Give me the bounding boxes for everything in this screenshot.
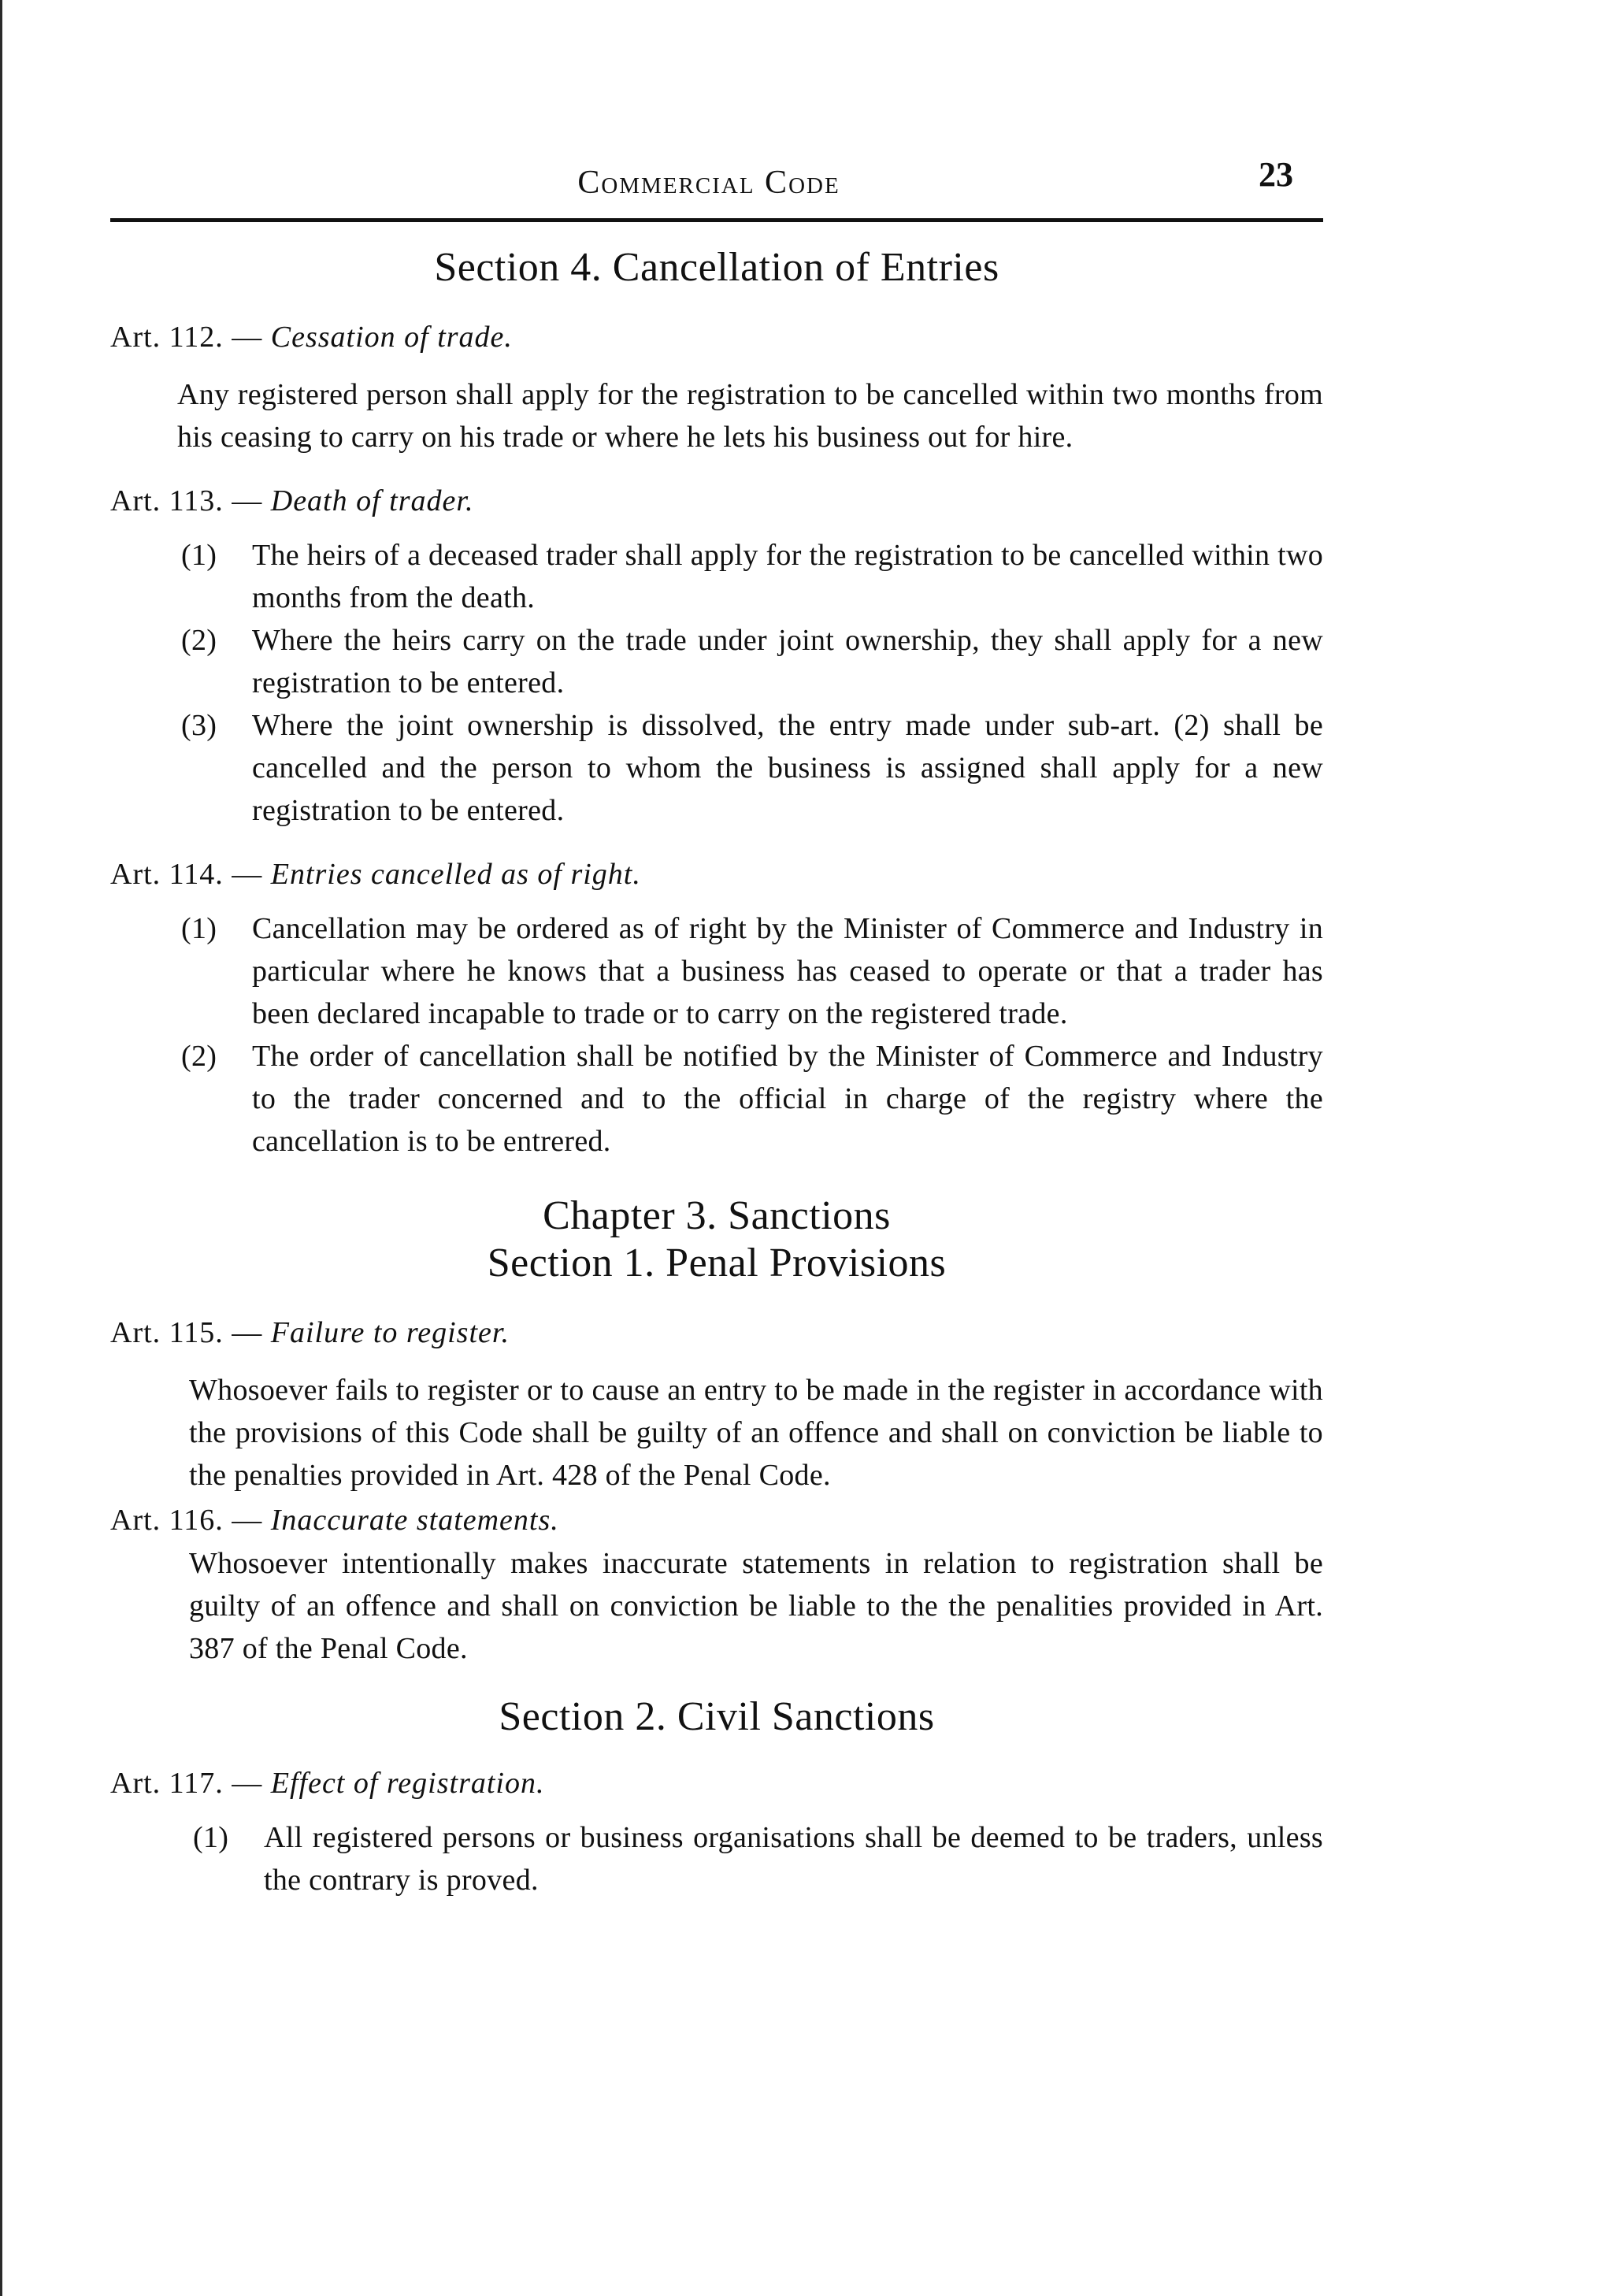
article-title: Entries cancelled as of right. bbox=[270, 858, 641, 891]
list-item bbox=[110, 704, 1323, 832]
article-number: Art. 116. — bbox=[110, 1504, 263, 1537]
article-number: Art. 113. — bbox=[110, 484, 263, 517]
item-text: Where the joint ownership is dissolved, the entry made under sub-art. (2) shall be cancelled and the person to whom the business is assigned shall apply for a new registration to be entered. bbox=[252, 709, 1323, 827]
article-text: Whosoever fails to register or to cause an entry to be made in the register in accordance with the provisions of this Code shall be guilty of an offence and shall on conviction be liable to the penalties provided in Art. 428 of the Penal Code. bbox=[189, 1374, 1323, 1492]
running-title: Commercial Code bbox=[577, 165, 840, 201]
section-4-heading: Section 4. Cancellation of Entries bbox=[434, 245, 999, 290]
article-heading bbox=[110, 1314, 1323, 1352]
item-number: (2) bbox=[181, 1040, 217, 1073]
list-item bbox=[110, 907, 1323, 1035]
item-number: (1) bbox=[181, 539, 217, 572]
chapter-3-heading: Chapter 3. Sanctions bbox=[543, 1193, 891, 1238]
article-title: Failure to register. bbox=[270, 1316, 510, 1349]
page-number: 23 bbox=[1259, 155, 1293, 194]
item-text: The heirs of a deceased trader shall apply for the registration to be cancelled within two months from the death. bbox=[252, 539, 1323, 614]
page-edge bbox=[0, 0, 2, 2296]
article-number: Art. 114. — bbox=[110, 858, 263, 891]
article-title: Inaccurate statements. bbox=[270, 1504, 559, 1537]
article-title: Effect of registration. bbox=[270, 1767, 545, 1800]
running-head bbox=[110, 150, 1307, 213]
article-text: Any registered person shall apply for the registration to be cancelled within two months from his ceasing to carry on his trade or where he lets his business out for hire. bbox=[177, 378, 1323, 454]
item-number: (2) bbox=[181, 624, 217, 657]
article-number: Art. 115. — bbox=[110, 1316, 263, 1349]
article-heading bbox=[110, 855, 1323, 893]
section-1-heading: Section 1. Penal Provisions bbox=[487, 1241, 947, 1285]
item-number: (1) bbox=[181, 912, 217, 945]
page-body bbox=[110, 244, 1323, 1901]
list-item bbox=[110, 1035, 1323, 1163]
article-114 bbox=[110, 855, 1323, 1163]
chapter-3-headings bbox=[110, 1193, 1323, 1287]
article-115 bbox=[110, 1314, 1323, 1497]
article-number: Art. 112. — bbox=[110, 321, 263, 354]
article-heading bbox=[110, 318, 1323, 356]
article-heading bbox=[110, 1764, 1323, 1802]
item-text: Where the heirs carry on the trade under joint ownership, they shall apply for a new registration to be entered. bbox=[252, 624, 1323, 699]
article-heading bbox=[110, 482, 1323, 520]
list-item bbox=[110, 1816, 1323, 1901]
article-text: Whosoever intentionally makes inaccurate statements in relation to registration shall be guilty of an offence and shall on conviction be liable to the the penalities provided in Art. 387 of the Penal Code. bbox=[189, 1547, 1323, 1665]
article-title: Cessation of trade. bbox=[270, 321, 513, 354]
list-item bbox=[110, 619, 1323, 704]
section-2-heading: Section 2. Civil Sanctions bbox=[499, 1694, 935, 1739]
item-text: All registered persons or business organisations shall be deemed to be traders, unless the contrary is proved. bbox=[264, 1821, 1323, 1897]
article-heading bbox=[110, 1501, 1323, 1539]
header-rule bbox=[110, 218, 1323, 222]
item-number: (3) bbox=[181, 709, 217, 742]
item-text: Cancellation may be ordered as of right by the Minister of Commerce and Industry in particular where he knows that a business has ceased to operate or that a trader has been declared incapable to trade or to carry on the registered trade. bbox=[252, 912, 1323, 1030]
item-text: The order of cancellation shall be notified by the Minister of Commerce and Industry to the trader concerned and to the official in charge of the registry where the cancellation is to be entrered. bbox=[252, 1040, 1323, 1158]
article-116 bbox=[110, 1501, 1323, 1670]
list-item bbox=[110, 534, 1323, 619]
article-112 bbox=[110, 318, 1323, 458]
article-number: Art. 117. — bbox=[110, 1767, 263, 1800]
article-113 bbox=[110, 482, 1323, 832]
item-number: (1) bbox=[193, 1821, 229, 1854]
article-117 bbox=[110, 1764, 1323, 1901]
article-title: Death of trader. bbox=[270, 484, 474, 517]
